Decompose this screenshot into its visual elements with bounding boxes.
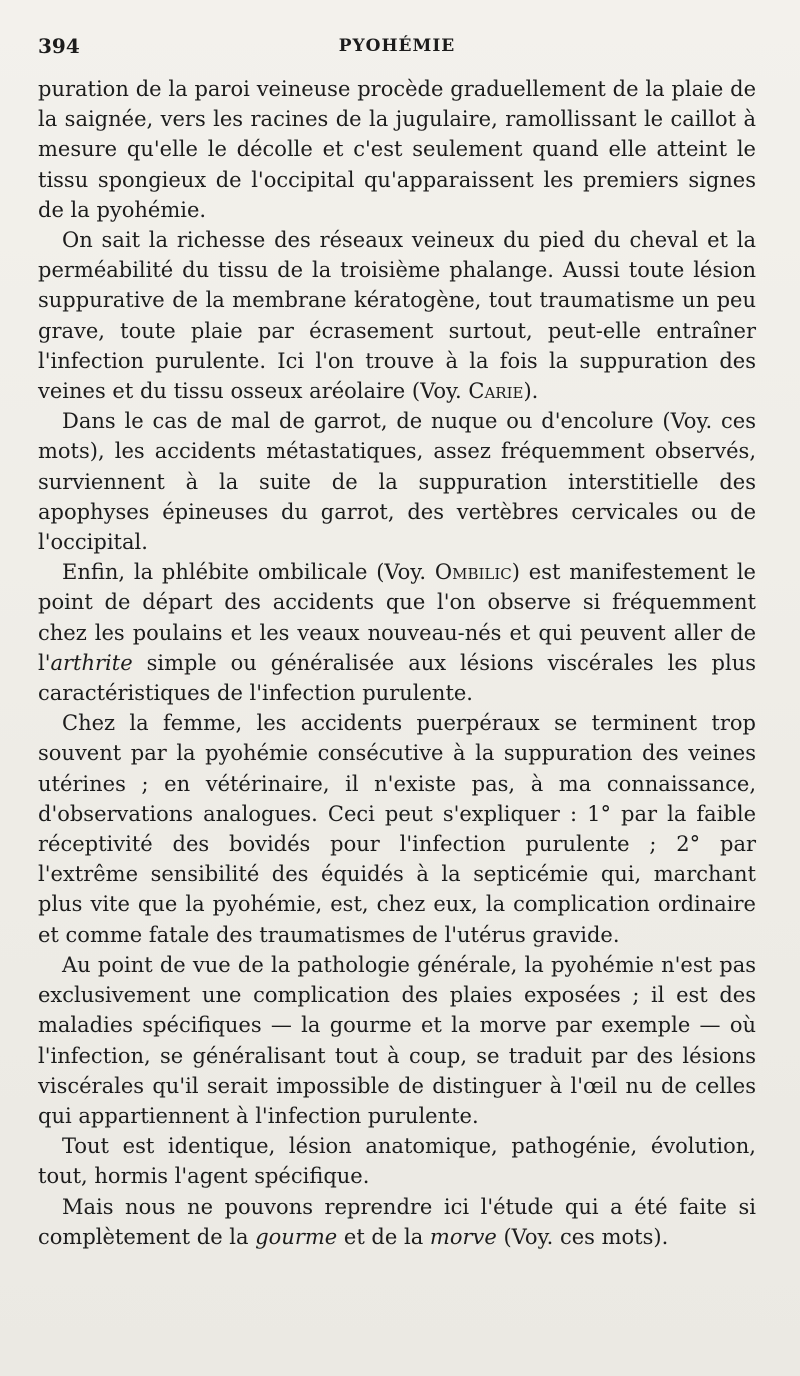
- running-title: PYOHÉMIE: [338, 36, 456, 56]
- text-run: On sait la richesse des réseaux veineux du pied du cheval et la perméabilité du tissu de la troisième phalange. Aussi toute lésion suppurative de la membrane kératogène, tout traumatisme un peu grave, toute plaie par écrasement surtout, peut-elle entraîner l'infection purulente. Ici l'on trouve à la fois la suppuration des veines et du tissu osseux aréolaire (Voy.: [38, 228, 756, 404]
- text-run: simple ou généralisée aux lésions viscérales les plus caractéristiques de l'infection purulente.: [38, 650, 756, 706]
- paragraph: [38, 225, 756, 406]
- italic-term: morve: [429, 1224, 497, 1249]
- paragraph: [38, 950, 756, 1131]
- text-run: (Voy. ces mots).: [496, 1224, 669, 1249]
- paragraph: [38, 74, 756, 225]
- text-run: Au point de vue de la pathologie générale, la pyohémie n'est pas exclusivement une complication des plaies exposées ; il est des maladies spécifiques — la gourme et la morve par exemple — où l'infection, se généralisant tout à coup, se traduit par des lésions viscérales qu'il serait impossible de distinguer à l'œil nu de celles qui appartiennent à l'infection purulente.: [38, 952, 756, 1128]
- text-run: Mais nous ne pouvons reprendre ici l'étude qui a été faite si complètement de la: [38, 1194, 756, 1249]
- text-run: ) est manifestement le point de départ des accidents que l'on observe si fréquemment chez les poulains et les veaux nouveau-nés et qui peuvent aller de l': [38, 560, 756, 675]
- italic-term: gourme: [255, 1224, 338, 1249]
- page-number: 394: [38, 34, 80, 58]
- small-caps-reference: Carie: [468, 379, 524, 404]
- text-run: Dans le cas de mal de garrot, de nuque ou d'encolure (Voy. ces mots), les accidents métastatiques, assez fréquemment observés, surviennent à la suite de la suppuration interstitielle des apophyses épineuses du garrot, des vertèbres cervicales ou de l'occipital.: [38, 409, 756, 555]
- paragraph: [38, 557, 756, 708]
- text-run: ).: [523, 379, 539, 404]
- text-run: puration de la paroi veineuse procède graduellement de la plaie de la saignée, vers les racines de la jugulaire, ramollissant le caillot à mesure qu'elle le décolle et c'est seulement quand elle atteint le tissu spongieux de l'occipital qu'apparaissent les premiers signes de la pyohémie.: [38, 77, 756, 222]
- text-run: Tout est identique, lésion anatomique, pathogénie, évolution, tout, hormis l'agent spécifique.: [38, 1134, 756, 1189]
- paragraph: [38, 708, 756, 950]
- small-caps-reference: Ombilic: [434, 560, 512, 585]
- body-text: [38, 74, 756, 1252]
- text-run: Enfin, la phlébite ombilicale (Voy.: [62, 560, 435, 585]
- paragraph: [38, 406, 756, 557]
- paragraph: [38, 1131, 756, 1191]
- page-header: [38, 30, 756, 66]
- italic-term: arthrite: [50, 650, 133, 675]
- text-run: et de la: [337, 1224, 430, 1249]
- text-run: Chez la femme, les accidents puerpéraux se terminent trop souvent par la pyohémie consécutive à la suppuration des veines utérines ; en vétérinaire, il n'existe pas, à ma connaissance, d'observations analogues. Ceci peut s'expliquer : 1° par la faible réceptivité des bovidés pour l'infection purulente ; 2° par l'extrême sensibilité des équidés à la septicémie qui, marchant plus vite que la pyohémie, est, chez eux, la complication ordinaire et comme fatale des traumatismes de l'utérus gravide.: [38, 711, 756, 947]
- paragraph: [38, 1192, 756, 1252]
